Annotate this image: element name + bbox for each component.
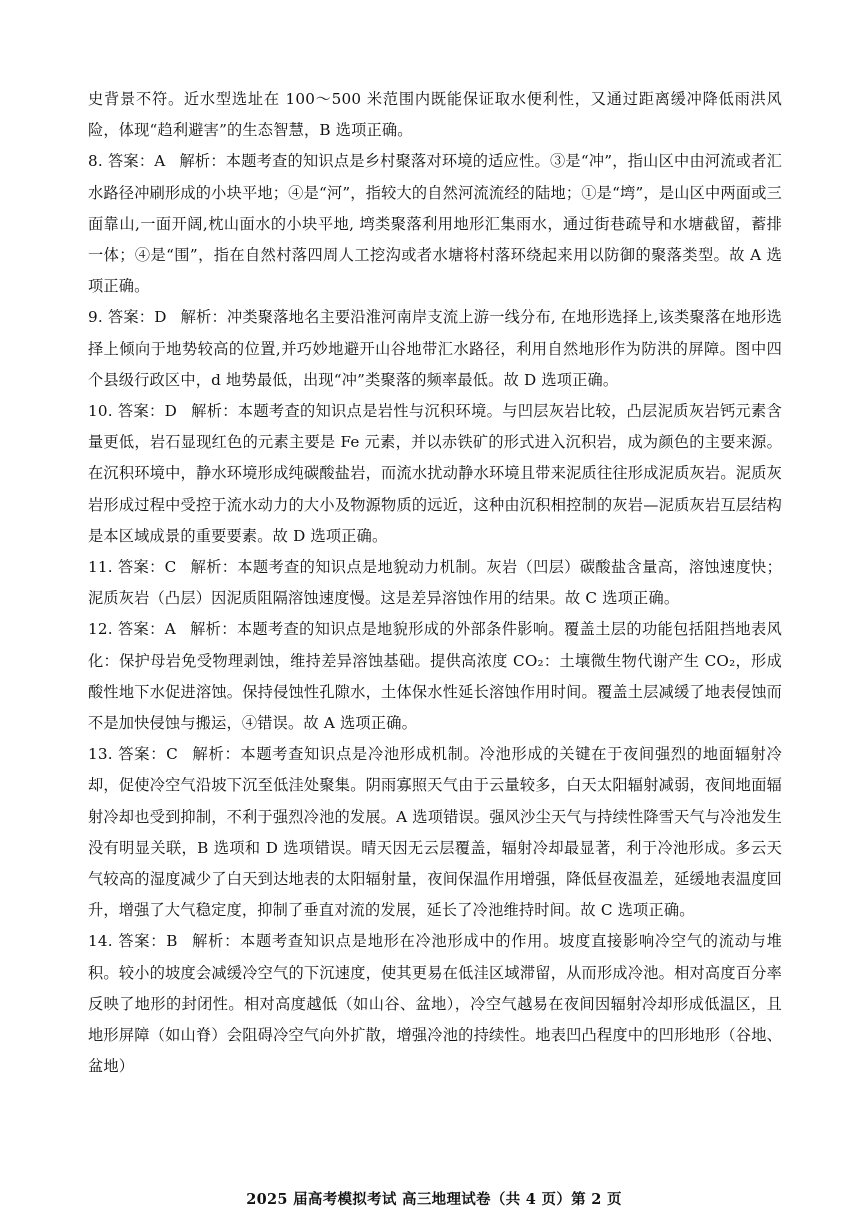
answer-item-8 — [88, 146, 782, 302]
paragraph-text: 史背景不符。近水型选址在 100～500 米范围内既能保证取水便利性，又通过距离缓冲降低雨洪风险，体现“趋利避害”的生态智慧，B 选项正确。 — [88, 90, 782, 140]
answer-label: 9. 答案：D — [88, 308, 167, 327]
answer-item-9 — [88, 302, 782, 396]
answer-label: 11. 答案：C — [88, 558, 177, 577]
document-body — [88, 84, 782, 1083]
answer-label: 13. 答案：C — [88, 745, 178, 764]
explanation-text: 解析：本题考查的知识点是岩性与沉积环境。与凹层灰岩比较，凸层泥质灰岩钙元素含量更低，岩石显现红色的元素主要是 Fe 元素，并以赤铁矿的形式进入沉积岩，成为颜色的主要来源。在沉积环境中，静水环境形成纯碳酸盐岩，而流水扰动静水环境且带来泥质往往形成泥质灰岩。泥质灰岩形成过程中受控于流水动力的大小及物源物质的远近，这种由沉积相控制的灰岩—泥质灰岩互层结构是本区域成景的重要要素。故 D 选项正确。 — [88, 402, 782, 545]
answer-label: 14. 答案：B — [88, 932, 178, 951]
explanation-text: 解析：冲类聚落地名主要沿淮河南岸支流上游一线分布, 在地形选择上,该类聚落在地形选择上倾向于地势较高的位置,并巧妙地避开山谷地带汇水路径，利用自然地形作为防洪的屏障。图中四个县级行政区中，d 地势最低，出现“冲”类聚落的频率最低。故 D 选项正确。 — [88, 308, 782, 389]
answer-item-10 — [88, 396, 782, 552]
answer-item-12 — [88, 614, 782, 739]
answer-item-14 — [88, 926, 782, 1082]
answer-label: 12. 答案：A — [88, 620, 176, 639]
explanation-text: 解析：本题考查知识点是冷池形成机制。冷池形成的关键在于夜间强烈的地面辐射冷却，促使冷空气沿坡下沉至低洼处聚集。阴雨寡照天气由于云量较多，白天太阳辐射减弱，夜间地面辐射冷却也受到抑制，不利于强烈冷池的发展。A 选项错误。强风沙尘天气与持续性降雪天气与冷池发生没有明显关联，B 选项和 D 选项错误。晴天因无云层覆盖，辐射冷却最显著，利于冷池形成。多云天气较高的湿度减少了白天到达地表的太阳辐射量，夜间保温作用增强，降低昼夜温差，延缓地表温度回升，增强了大气稳定度，抑制了垂直对流的发展，延长了冷池维持时间。故 C 选项正确。 — [88, 745, 782, 920]
page-footer: 2025 届高考模拟考试 高三地理试卷（共 4 页）第 2 页 — [246, 1191, 622, 1208]
explanation-text: 解析：本题考查知识点是地形在冷池形成中的作用。坡度直接影响冷空气的流动与堆积。较小的坡度会减缓冷空气的下沉速度，使其更易在低洼区域滞留，从而形成冷池。相对高度百分率反映了地形的封闭性。相对高度越低（如山谷、盆地），冷空气越易在夜间因辐射冷却形成低温区，且地形屏障（如山脊）会阻碍冷空气向外扩散，增强冷池的持续性。地表凹凸程度中的凹形地形（谷地、盆地） — [88, 932, 782, 1076]
paragraph-continuation — [88, 84, 782, 146]
answer-label: 8. 答案：A — [88, 152, 166, 171]
answer-label: 10. 答案：D — [88, 402, 177, 421]
explanation-text: 解析：本题考查的知识点是地貌动力机制。灰岩（凹层）碳酸盐含量高，溶蚀速度快；泥质灰岩（凸层）因泥质阻隔溶蚀速度慢。这是差异溶蚀作用的结果。故 C 选项正确。 — [88, 558, 782, 608]
answer-item-13 — [88, 739, 782, 926]
explanation-text: 解析：本题考查的知识点是地貌形成的外部条件影响。覆盖土层的功能包括阻挡地表风化：保护母岩免受物理剥蚀，维持差异溶蚀基础。提供高浓度 CO₂：土壤微生物代谢产生 CO₂，形成酸性地下水促进溶蚀。保持侵蚀性孔隙水，土体保水性延长溶蚀作用时间。覆盖土层减缓了地表侵蚀而不是加快侵蚀与搬运，④错误。故 A 选项正确。 — [88, 620, 782, 733]
answer-item-11 — [88, 552, 782, 614]
explanation-text: 解析：本题考查的知识点是乡村聚落对环境的适应性。③是“冲”，指山区中由河流或者汇水路径冲刷形成的小块平地；④是“河”，指较大的自然河流流经的陆地；①是“塆”，是山区中两面或三面靠山,一面开阔,枕山面水的小块平地, 塆类聚落利用地形汇集雨水，通过街巷疏导和水塘截留，蓄排一体；④是“围”，指在自然村落四周人工挖沟或者水塘将村落环绕起来用以防御的聚落类型。故 A 选项正确。 — [88, 152, 783, 296]
